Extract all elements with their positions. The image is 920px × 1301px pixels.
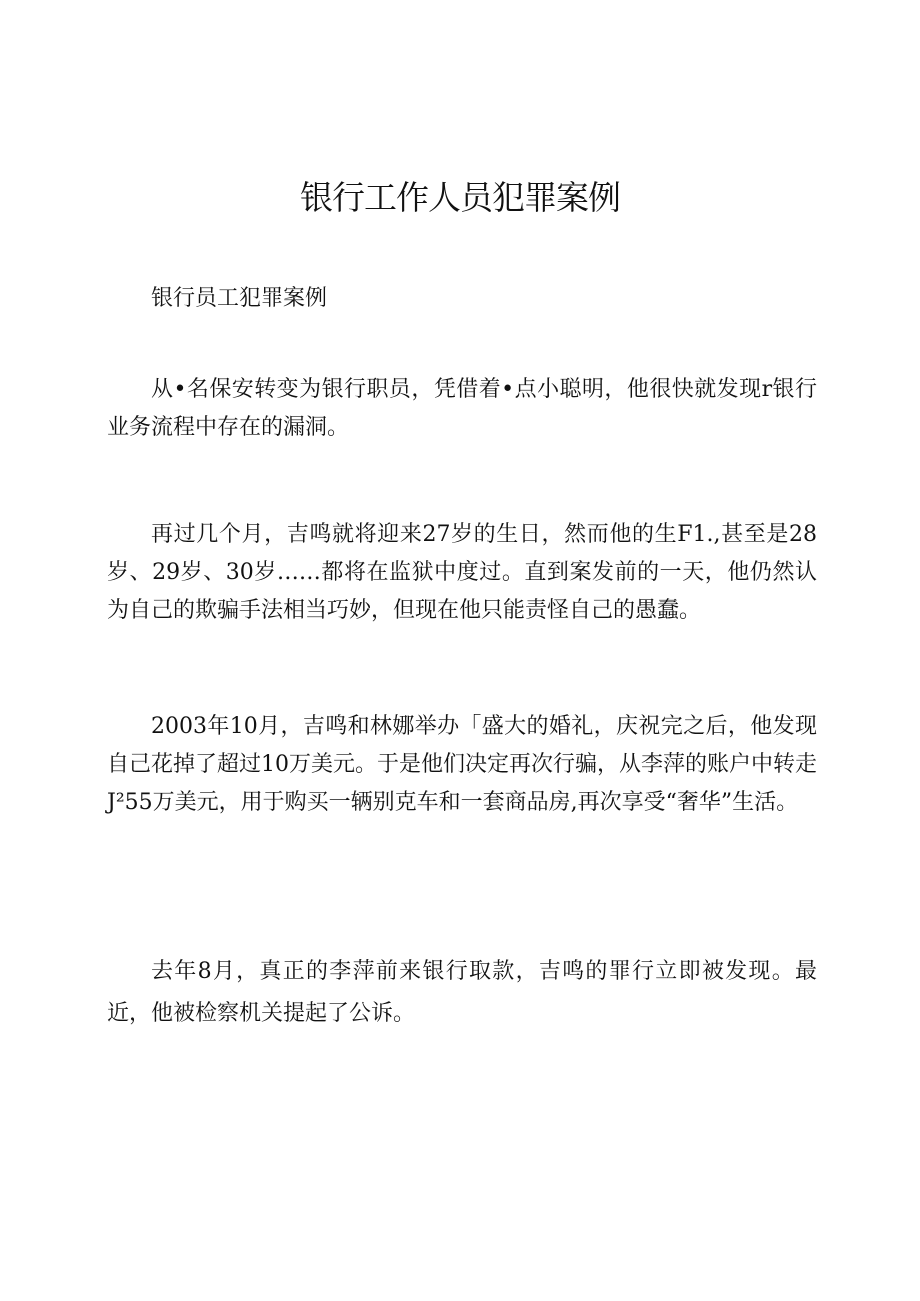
document-subtitle: 银行员工犯罪案例 xyxy=(151,286,328,311)
paragraph-4: 去年8月，真正的李萍前来银行取款，吉鸣的罪行立即被发现。最近，他被检察机关提起了公诉。 xyxy=(107,959,817,1026)
paragraph-1: 从•名保安转变为银行职员，凭借着•点小聪明，他很快就发现r银行业务流程中存在的漏洞。 xyxy=(107,377,817,440)
document-title: 银行工作人员犯罪案例 xyxy=(300,178,620,217)
paragraph-3: 2003年10月，吉鸣和林娜举办「盛大的婚礼，庆祝完之后，他发现自己花掉了超过10万美元。于是他们决定再次行骗，从李萍的账户中转走J²55万美元，用于购买一辆别克车和一套商品房,再次享受“奢华”生活。 xyxy=(107,714,817,815)
paragraph-2: 再过几个月，吉鸣就将迎来27岁的生日，然而他的生F1.,甚至是28岁、29岁、30岁……都将在监狱中度过。直到案发前的一天，他仍然认为自己的欺骗手法相当巧妙，但现在他只能责怪自己的愚蠢。 xyxy=(107,522,817,623)
